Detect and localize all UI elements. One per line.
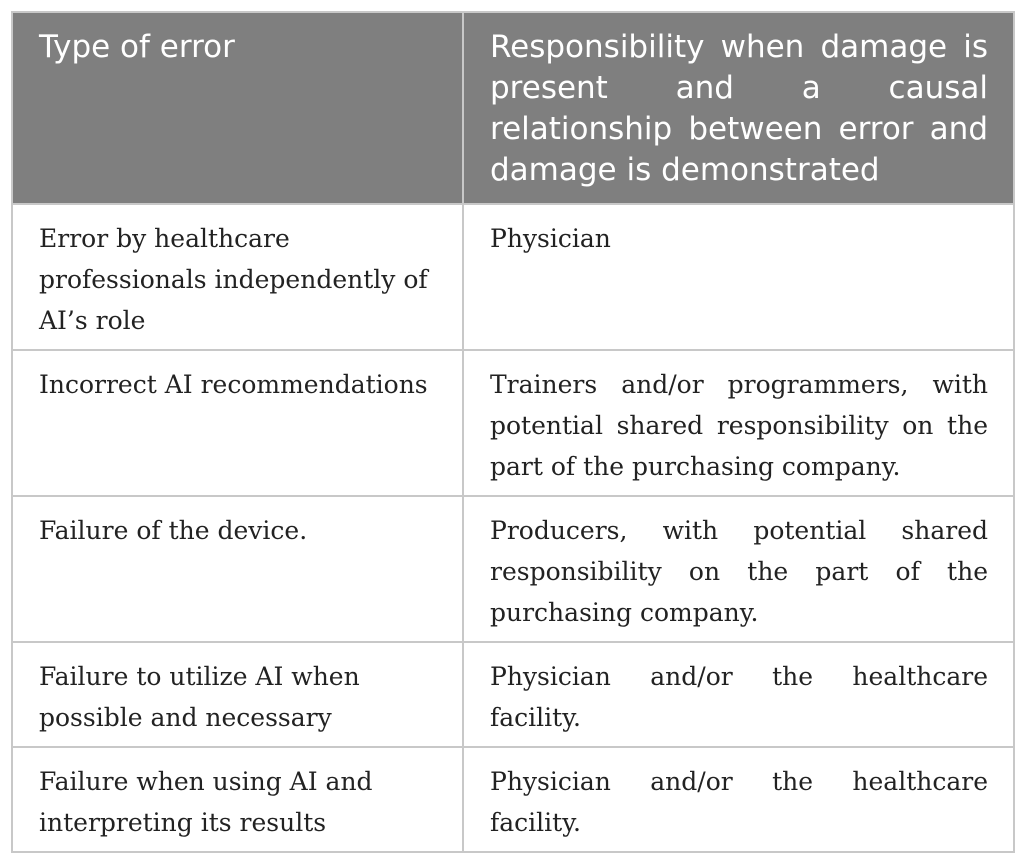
responsibility-cell: Trainers and/or programmers, with potential shared responsibility on the part of the purchasing company.: [463, 350, 1014, 496]
header-type-of-error: Type of error: [12, 12, 463, 204]
responsibility-cell: Physician and/or the healthcare facility.: [463, 642, 1014, 747]
error-type-cell: Error by healthcare professionals independently of AI’s role: [12, 204, 463, 350]
table-header: [12, 12, 1014, 204]
header-row: [12, 12, 1014, 204]
table-row: [12, 642, 1014, 747]
error-type-cell: Failure when using AI and interpreting its results: [12, 747, 463, 852]
responsibility-cell: Physician and/or the healthcare facility.: [463, 747, 1014, 852]
table-body: [12, 204, 1014, 852]
error-type-cell: Failure of the device.: [12, 496, 463, 642]
responsibility-table: [11, 11, 1015, 853]
error-type-cell: Incorrect AI recommendations: [12, 350, 463, 496]
responsibility-cell: Physician: [463, 204, 1014, 350]
table-row: [12, 350, 1014, 496]
table-row: [12, 496, 1014, 642]
header-responsibility: Responsibility when damage is present and a causal relationship between error and damage is demonstrated: [463, 12, 1014, 204]
table-row: [12, 747, 1014, 852]
error-type-cell: Failure to utilize AI when possible and necessary: [12, 642, 463, 747]
table-row: [12, 204, 1014, 350]
responsibility-cell: Producers, with potential shared responsibility on the part of the purchasing company.: [463, 496, 1014, 642]
